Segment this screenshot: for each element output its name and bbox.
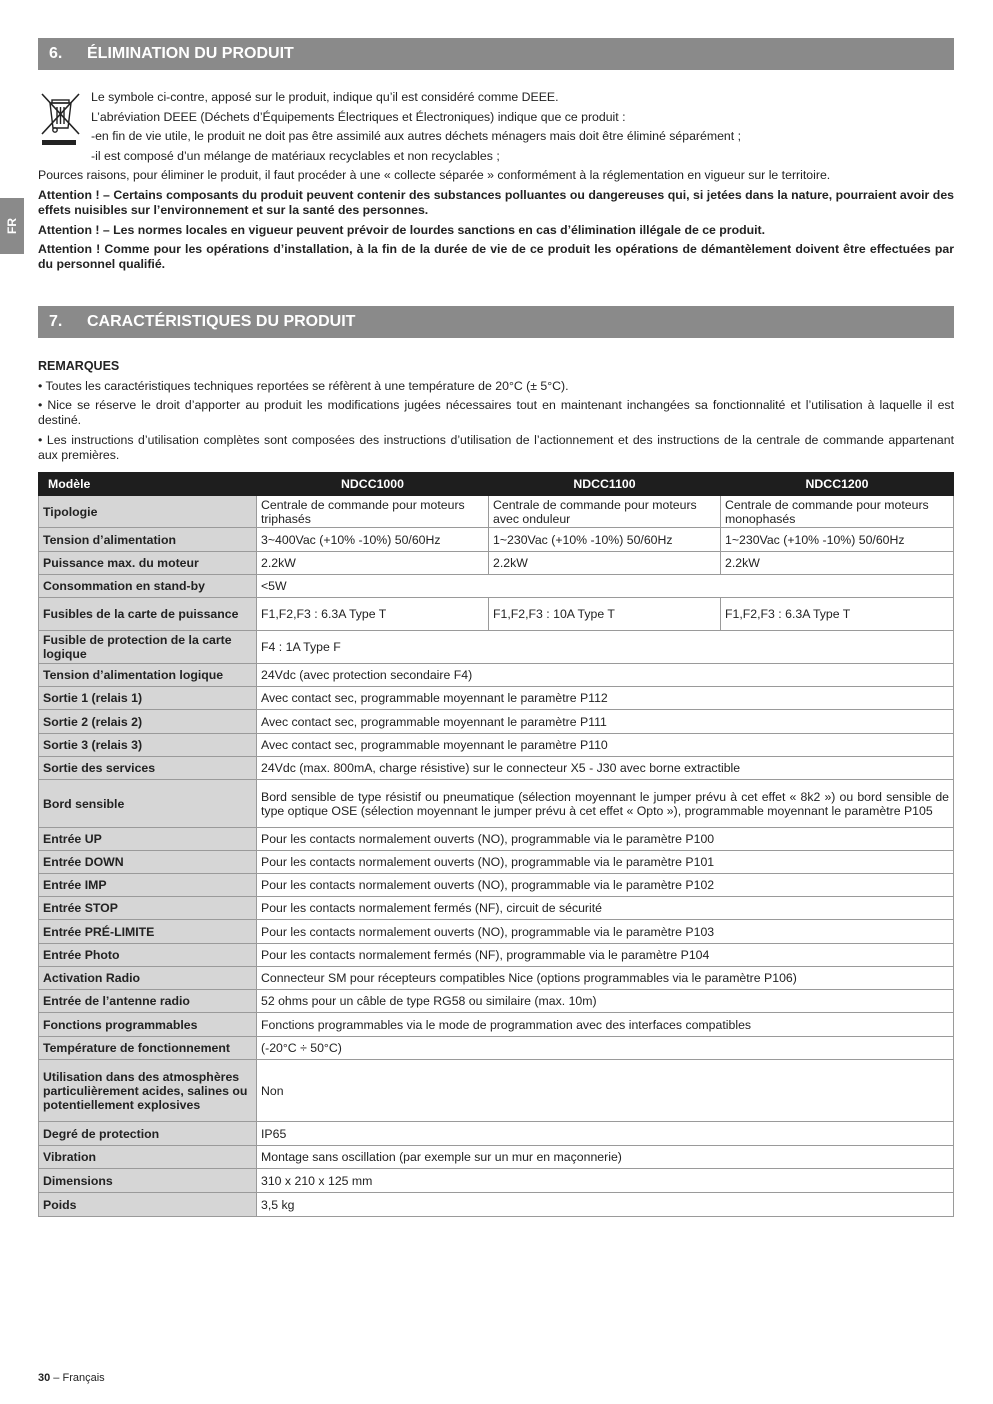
table-row xyxy=(39,897,954,920)
footer-language: – Français xyxy=(50,1372,105,1384)
row-label: Sortie 2 (relais 2) xyxy=(39,710,257,734)
row-label: Degré de protection xyxy=(39,1122,257,1146)
row-value: 2.2kW xyxy=(489,552,721,575)
row-value: Bord sensible de type résistif ou pneumatique (sélection moyennant le jumper prévu à cet effet « 8k2 ») ou bord sensible de type optique OSE (sélection moyennant le jumper prévu à cet effet « Opto »), programmable moyennant le paramètre P105 xyxy=(257,780,954,828)
specifications-table xyxy=(38,472,954,1217)
header-ndcc1000: NDCC1000 xyxy=(257,473,489,496)
table-row xyxy=(39,664,954,687)
page-number: 30 xyxy=(38,1372,51,1384)
table-row xyxy=(39,734,954,757)
section-7-title: CARACTÉRISTIQUES DU PRODUIT xyxy=(87,313,356,330)
weee-line-3: -en fin de vie utile, le produit ne doit pas être assimilé aux autres déchets ménagers mais doit être éliminé séparément ; xyxy=(91,129,742,144)
row-value: Pour les contacts normalement fermés (NF), programmable via le paramètre P104 xyxy=(257,944,954,967)
row-label: Entrée DOWN xyxy=(39,851,257,874)
row-value: Pour les contacts normalement fermés (NF), circuit de sécurité xyxy=(257,897,954,920)
row-value: 2.2kW xyxy=(257,552,489,575)
table-row xyxy=(39,1122,954,1146)
table-row xyxy=(39,1013,954,1037)
row-label: Bord sensible xyxy=(39,780,257,828)
row-value: F4 : 1A Type F xyxy=(257,631,954,664)
row-value: 1~230Vac (+10% -10%) 50/60Hz xyxy=(721,528,954,552)
row-label: Fusible de protection de la carte logique xyxy=(39,631,257,664)
row-value: Avec contact sec, programmable moyennant le paramètre P111 xyxy=(257,710,954,734)
table-body xyxy=(39,496,954,1217)
table-row xyxy=(39,496,954,528)
disposal-reason: Pources raisons, pour éliminer le produit, il faut procéder à une « collecte séparée » conformément à la réglementation en vigueur sur le territoire. xyxy=(38,168,831,183)
remarks-title: REMARQUES xyxy=(38,359,120,373)
row-value: Pour les contacts normalement ouverts (NO), programmable via le paramètre P102 xyxy=(257,874,954,897)
warning-dismantling: Attention ! Comme pour les opérations d’installation, à la fin de la durée de vie de ce produit les opérations de démantèlement doivent être effectuées par du personnel qualifié. xyxy=(38,242,954,272)
row-value: Centrale de commande pour moteurs avec onduleur xyxy=(489,496,721,528)
table-row xyxy=(39,780,954,828)
row-value: F1,F2,F3 : 6.3A Type T xyxy=(721,598,954,631)
table-row xyxy=(39,967,954,990)
table-row xyxy=(39,598,954,631)
table-row xyxy=(39,1060,954,1122)
row-value: Pour les contacts normalement ouverts (NO), programmable via le paramètre P101 xyxy=(257,851,954,874)
row-value: <5W xyxy=(257,575,954,598)
table-row xyxy=(39,552,954,575)
row-label: Tipologie xyxy=(39,496,257,528)
row-value: Connecteur SM pour récepteurs compatibles Nice (options programmables via le paramètre P106) xyxy=(257,967,954,990)
table-row xyxy=(39,687,954,710)
page-footer xyxy=(38,1372,105,1384)
section-6-number: 6. xyxy=(49,45,63,62)
header-ndcc1200: NDCC1200 xyxy=(721,473,954,496)
row-value: 2.2kW xyxy=(721,552,954,575)
language-tab: FR xyxy=(0,198,24,254)
row-value: 310 x 210 x 125 mm xyxy=(257,1169,954,1193)
table-row xyxy=(39,874,954,897)
row-label: Température de fonctionnement xyxy=(39,1037,257,1060)
row-label: Tension d’alimentation logique xyxy=(39,664,257,687)
weee-line-2: L’abréviation DEEE (Déchets d’Équipements Électriques et Électroniques) indique que ce produit : xyxy=(91,109,626,124)
row-label: Sortie des services xyxy=(39,757,257,780)
table-header-row xyxy=(39,473,954,496)
table-row xyxy=(39,990,954,1013)
table-row xyxy=(39,757,954,780)
row-value: Centrale de commande pour moteurs triphasés xyxy=(257,496,489,528)
row-value: 24Vdc (max. 800mA, charge résistive) sur le connecteur X5 - J30 avec borne extractible xyxy=(257,757,954,780)
table-row xyxy=(39,631,954,664)
row-label: Entrée STOP xyxy=(39,897,257,920)
row-value: Pour les contacts normalement ouverts (NO), programmable via le paramètre P103 xyxy=(257,920,954,944)
remark-2: • Nice se réserve le droit d’apporter au produit les modifications jugées nécessaires tout en maintenant inchangées sa fonctionnalité et l’utilisation à laquelle il est destiné. xyxy=(38,398,954,428)
row-value: F1,F2,F3 : 6.3A Type T xyxy=(257,598,489,631)
row-value: 3,5 kg xyxy=(257,1193,954,1217)
row-value: Centrale de commande pour moteurs monophasés xyxy=(721,496,954,528)
table-row xyxy=(39,528,954,552)
row-value: F1,F2,F3 : 10A Type T xyxy=(489,598,721,631)
row-label: Puissance max. du moteur xyxy=(39,552,257,575)
row-value: Non xyxy=(257,1060,954,1122)
row-value: (-20°C ÷ 50°C) xyxy=(257,1037,954,1060)
table-row xyxy=(39,1037,954,1060)
row-label: Entrée de l’antenne radio xyxy=(39,990,257,1013)
table-row xyxy=(39,1146,954,1169)
remark-3: • Les instructions d’utilisation complètes sont composées des instructions d’utilisation de l’actionnement et des instructions de la centrale de commande appartenant aux premières. xyxy=(38,432,954,462)
section-6-header xyxy=(38,38,954,70)
row-label: Consommation en stand-by xyxy=(39,575,257,598)
row-value: 1~230Vac (+10% -10%) 50/60Hz xyxy=(489,528,721,552)
row-value: 24Vdc (avec protection secondaire F4) xyxy=(257,664,954,687)
row-value: 52 ohms pour un câble de type RG58 ou similaire (max. 10m) xyxy=(257,990,954,1013)
weee-intro xyxy=(38,90,954,277)
row-value: Fonctions programmables via le mode de programmation avec des interfaces compatibles xyxy=(257,1013,954,1037)
row-label: Tension d’alimentation xyxy=(39,528,257,552)
remark-1: • Toutes les caractéristiques techniques reportées se réfèrent à une température de 20°C (± 5°C). xyxy=(38,378,569,393)
row-label: Entrée UP xyxy=(39,828,257,851)
table-row xyxy=(39,944,954,967)
row-value: Montage sans oscillation (par exemple sur un mur en maçonnerie) xyxy=(257,1146,954,1169)
table-row xyxy=(39,1169,954,1193)
section-7-header xyxy=(38,306,954,338)
row-label: Entrée PRÉ-LIMITE xyxy=(39,920,257,944)
row-label: Entrée Photo xyxy=(39,944,257,967)
row-value: 3~400Vac (+10% -10%) 50/60Hz xyxy=(257,528,489,552)
row-label: Vibration xyxy=(39,1146,257,1169)
row-value: IP65 xyxy=(257,1122,954,1146)
row-label: Utilisation dans des atmosphères particulièrement acides, salines ou potentiellement explosives xyxy=(39,1060,257,1122)
row-label: Fusibles de la carte de puissance xyxy=(39,598,257,631)
table-row xyxy=(39,710,954,734)
remarks xyxy=(38,359,954,467)
section-6-title: ÉLIMINATION DU PRODUIT xyxy=(87,45,294,62)
weee-line-1: Le symbole ci-contre, apposé sur le produit, indique qu’il est considéré comme DEEE. xyxy=(91,90,559,104)
row-label: Sortie 3 (relais 3) xyxy=(39,734,257,757)
table-row xyxy=(39,1193,954,1217)
table-row xyxy=(39,575,954,598)
warning-pollutants: Attention ! – Certains composants du produit peuvent contenir des substances polluantes ou dangereuses qui, si jetées dans la nature, pourraient avoir des effets nuisibles sur l’environnement et sur la santé des personnes. xyxy=(38,187,954,217)
header-ndcc1100: NDCC1100 xyxy=(489,473,721,496)
row-value: Avec contact sec, programmable moyennant le paramètre P112 xyxy=(257,687,954,710)
warning-sanctions: Attention ! – Les normes locales en vigueur peuvent prévoir de lourdes sanctions en cas d’élimination illégale de ce produit. xyxy=(38,222,766,237)
weee-line-4: -il est composé d’un mélange de matériaux recyclables et non recyclables ; xyxy=(91,148,500,163)
row-value: Pour les contacts normalement ouverts (NO), programmable via le paramètre P100 xyxy=(257,828,954,851)
row-label: Activation Radio xyxy=(39,967,257,990)
table-row xyxy=(39,828,954,851)
row-label: Poids xyxy=(39,1193,257,1217)
row-label: Dimensions xyxy=(39,1169,257,1193)
table-row xyxy=(39,851,954,874)
row-value: Avec contact sec, programmable moyennant le paramètre P110 xyxy=(257,734,954,757)
row-label: Sortie 1 (relais 1) xyxy=(39,687,257,710)
table-row xyxy=(39,920,954,944)
row-label: Entrée IMP xyxy=(39,874,257,897)
header-model: Modèle xyxy=(39,473,257,496)
row-label: Fonctions programmables xyxy=(39,1013,257,1037)
section-7-number: 7. xyxy=(49,313,63,330)
